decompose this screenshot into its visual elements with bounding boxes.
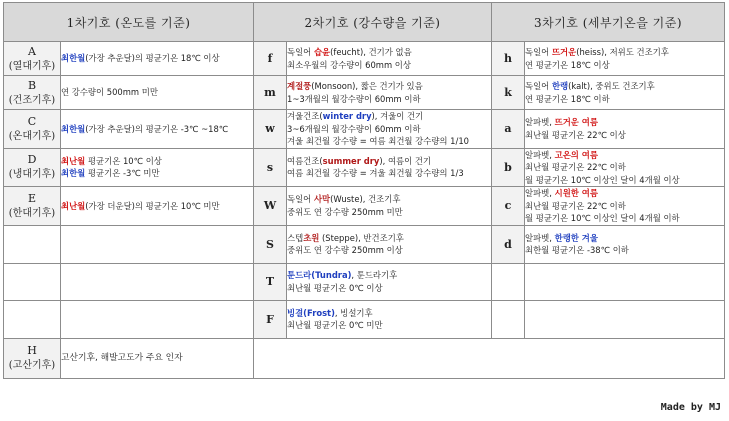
keyword-blue: 툰드라(Tundra): [287, 270, 352, 280]
desc-text: 최난월 평균기온 22℃ 이하: [525, 200, 626, 211]
secondary-code: m: [254, 76, 287, 110]
primary-code-cell: [4, 42, 61, 76]
empty-cell: [4, 300, 61, 338]
desc-text: (heiss), 저위도 건조기후: [576, 47, 669, 57]
secondary-desc-cell: [287, 187, 492, 226]
primary-code: A: [28, 44, 36, 58]
empty-cell: [492, 300, 525, 338]
keyword-red: 고온의 여름: [554, 149, 598, 160]
table-row: [4, 110, 725, 149]
primary-desc-cell: [61, 76, 254, 110]
tertiary-code: a: [492, 110, 525, 149]
table-row: [4, 76, 725, 110]
table-row: [4, 263, 725, 300]
desc-text: 1~3개월의 월강수량이 60mm 이하: [287, 93, 421, 104]
primary-desc-cell: [61, 110, 254, 149]
desc-text: (kalt), 중위도 건조기후: [568, 81, 655, 91]
empty-cell: [4, 225, 61, 263]
empty-cell: [254, 338, 725, 378]
tertiary-code: b: [492, 148, 525, 187]
desc-text: 평균기온 -3℃ 미만: [85, 168, 160, 179]
empty-cell: [61, 225, 254, 263]
desc-line: [525, 129, 724, 142]
primary-code-cell: [4, 338, 61, 378]
desc-line: [287, 244, 491, 257]
desc-text: 평균기온 10℃ 이상: [85, 155, 162, 166]
secondary-code: s: [254, 148, 287, 187]
desc-text: 최소우월의 강수량이 60mm 이상: [287, 59, 411, 70]
desc-text: , 빙설기후: [334, 307, 373, 318]
desc-text: 알파벳,: [525, 117, 555, 128]
table-row: [4, 148, 725, 187]
desc-line: [61, 200, 253, 213]
desc-text: (feucht), 건기가 없음: [330, 47, 412, 57]
primary-climate-name: (건조기후): [8, 94, 56, 106]
secondary-code: F: [254, 300, 287, 338]
desc-line: [525, 59, 724, 72]
primary-climate-name: (열대기후): [8, 60, 56, 72]
desc-line: [287, 93, 491, 106]
desc-text: 알파벳,: [525, 149, 555, 160]
keyword-blue: 최한월: [61, 53, 86, 64]
primary-code-cell: [4, 148, 61, 187]
desc-text: (가장 추운달)의 평균기온 -3℃ ~18℃: [85, 123, 229, 134]
keyword-blue: 최한월: [61, 123, 86, 134]
primary-desc-cell: [61, 42, 254, 76]
primary-code-cell: [4, 187, 61, 226]
primary-climate-name: (고산기후): [8, 360, 56, 371]
keyword-red: 뜨거운 여름: [554, 117, 598, 128]
tertiary-desc-cell: [525, 148, 725, 187]
desc-line: [287, 155, 491, 168]
desc-line: [525, 187, 724, 200]
desc-line: [525, 174, 724, 187]
desc-text: ), 여름이 건기: [379, 155, 432, 166]
desc-line: [287, 206, 491, 219]
secondary-desc-cell: [287, 42, 492, 76]
desc-text: (가장 더운달)의 평균기온 10℃ 미만: [85, 200, 220, 211]
desc-text: 최난월 평균기온 0℃ 미만: [287, 320, 383, 330]
secondary-code: w: [254, 110, 287, 149]
desc-text: 독일어: [525, 81, 552, 91]
header-primary: 1차기호 (온도를 기준): [4, 3, 254, 42]
desc-text: 연 평균기온 18℃ 이하: [525, 93, 610, 104]
table-row: [4, 42, 725, 76]
desc-text: 연 강수량이 500mm 미만: [61, 87, 158, 98]
desc-text: 월 평균기온 10℃ 이상인 달이 4개월 이상: [525, 174, 680, 185]
keyword-darkred: summer dry: [322, 155, 380, 166]
desc-line: [61, 123, 253, 136]
primary-code: E: [27, 191, 37, 205]
desc-line: [525, 93, 724, 106]
tertiary-code: d: [492, 225, 525, 263]
desc-line: [287, 80, 491, 93]
primary-climate-name: (온대기후): [8, 130, 56, 142]
primary-code-cell: [4, 110, 61, 149]
keyword-darkred: 계절풍: [287, 81, 312, 91]
secondary-desc-cell: [287, 225, 492, 263]
desc-line: [287, 193, 491, 206]
secondary-code: S: [254, 225, 287, 263]
header-secondary: 2차기호 (강수량을 기준): [254, 3, 492, 42]
primary-code: H: [27, 344, 37, 357]
table-row: [4, 300, 725, 338]
keyword-red: 최난월: [61, 155, 86, 166]
desc-line: [61, 167, 253, 180]
keyword-blue: 한랭한 겨울: [554, 232, 598, 243]
desc-line: [61, 86, 253, 99]
desc-text: 독일어: [525, 47, 552, 57]
desc-line: [61, 52, 253, 65]
empty-cell: [61, 263, 254, 300]
keyword-blue: 최한월: [61, 168, 86, 179]
desc-text: (Wuste), 건조기후: [330, 194, 401, 205]
table-row: [4, 225, 725, 263]
desc-line: [287, 307, 491, 320]
desc-line: [525, 116, 724, 129]
highland-desc: 고산기후, 해발고도가 주요 인자: [61, 338, 254, 378]
author-credit: Made by MJ: [660, 402, 721, 413]
keyword-blue: 한랭: [551, 81, 569, 91]
desc-text: 연 평균기온 18℃ 이상: [525, 59, 610, 70]
desc-text: 독일어: [287, 194, 314, 205]
desc-line: [525, 212, 724, 225]
desc-text: (가장 추운달)의 평균기온 18℃ 이상: [85, 53, 220, 64]
desc-text: 독일어: [287, 47, 314, 57]
tertiary-desc-cell: [525, 225, 725, 263]
koppen-climate-table: [3, 2, 725, 379]
secondary-desc-cell: [287, 76, 492, 110]
secondary-desc-cell: [287, 263, 492, 300]
primary-desc-cell: [61, 187, 254, 226]
table-row-highland: [4, 338, 725, 378]
tertiary-code: c: [492, 187, 525, 226]
primary-climate-name: (한대기후): [8, 207, 56, 219]
desc-line: [525, 244, 724, 257]
keyword-red: 시원한 여름: [554, 188, 598, 198]
desc-line: [287, 269, 491, 282]
tertiary-desc-cell: [525, 187, 725, 226]
desc-text: 최난월 평균기온 0℃ 이상: [287, 282, 383, 293]
header-tertiary: 3차기호 (세부기온을 기준): [492, 3, 725, 42]
desc-text: (Steppe), 반건조기후: [319, 232, 404, 243]
keyword-red: 뜨거운: [551, 47, 577, 57]
keyword-darkred: 사막: [313, 194, 331, 205]
primary-code: C: [27, 114, 37, 128]
desc-text: 중위도 연 강수량 250mm 이상: [287, 245, 403, 255]
tertiary-desc-cell: [525, 110, 725, 149]
primary-code-cell: [4, 76, 61, 110]
desc-line: [287, 282, 491, 295]
desc-text: 최한월 평균기온 -38℃ 이하: [525, 245, 629, 255]
desc-line: [287, 59, 491, 72]
desc-line: [287, 123, 491, 136]
desc-text: 겨울 최건월 강수량 = 여름 최건월 강수량의 1/10: [287, 136, 469, 146]
desc-line: [287, 319, 491, 332]
desc-line: [525, 200, 724, 213]
keyword-red: 최난월: [61, 200, 86, 211]
desc-text: 최난월 평균기온 22℃ 이하: [525, 162, 626, 172]
desc-line: [525, 149, 724, 162]
secondary-code: T: [254, 263, 287, 300]
desc-line: [525, 232, 724, 245]
primary-climate-name: (냉대기후): [8, 169, 56, 181]
desc-text: 여름 최건월 강수량 = 겨울 최건월 강수량의 1/3: [287, 168, 464, 179]
desc-line: [525, 80, 724, 93]
desc-text: 3~6개월의 월강수량이 60mm 이하: [287, 123, 421, 134]
desc-line: [525, 46, 724, 59]
keyword-darkred: 초원: [303, 232, 320, 243]
desc-line: [61, 155, 253, 168]
secondary-code: f: [254, 42, 287, 76]
desc-line: [525, 161, 724, 174]
empty-cell: [61, 300, 254, 338]
empty-cell: [525, 263, 725, 300]
desc-text: 중위도 연 강수량 250mm 미만: [287, 206, 403, 217]
primary-code: B: [27, 78, 37, 92]
desc-text: 알파벳,: [525, 188, 555, 198]
tertiary-code: k: [492, 76, 525, 110]
primary-code: D: [27, 153, 37, 167]
tertiary-desc-cell: [525, 42, 725, 76]
desc-line: [287, 110, 491, 123]
desc-line: [287, 46, 491, 59]
keyword-red: 습윤: [313, 47, 331, 57]
secondary-desc-cell: [287, 148, 492, 187]
desc-text: , 툰드라기후: [351, 270, 398, 280]
secondary-code: W: [254, 187, 287, 226]
table-row: [4, 187, 725, 226]
desc-text: (Monsoon), 짧은 건기가 있음: [311, 81, 423, 91]
empty-cell: [492, 263, 525, 300]
tertiary-code: h: [492, 42, 525, 76]
desc-line: [287, 135, 491, 148]
primary-desc-cell: [61, 148, 254, 187]
desc-text: 최난월 평균기온 22℃ 이상: [525, 129, 626, 140]
desc-text: 겨울건조(: [287, 111, 323, 121]
desc-text: 스텝: [287, 232, 304, 243]
desc-text: 알파벳,: [525, 232, 555, 243]
keyword-blue: 빙결(Frost): [287, 307, 335, 318]
desc-line: [287, 167, 491, 180]
keyword-blue: winter dry: [322, 111, 372, 121]
desc-line: [287, 232, 491, 245]
secondary-desc-cell: [287, 110, 492, 149]
desc-text: 월 평균기온 10℃ 이상인 달이 4개월 이하: [525, 213, 680, 223]
desc-text: 여름건조(: [287, 155, 323, 166]
secondary-desc-cell: [287, 300, 492, 338]
tertiary-desc-cell: [525, 76, 725, 110]
empty-cell: [525, 300, 725, 338]
desc-text: ), 겨울이 건기: [371, 111, 424, 121]
empty-cell: [4, 263, 61, 300]
